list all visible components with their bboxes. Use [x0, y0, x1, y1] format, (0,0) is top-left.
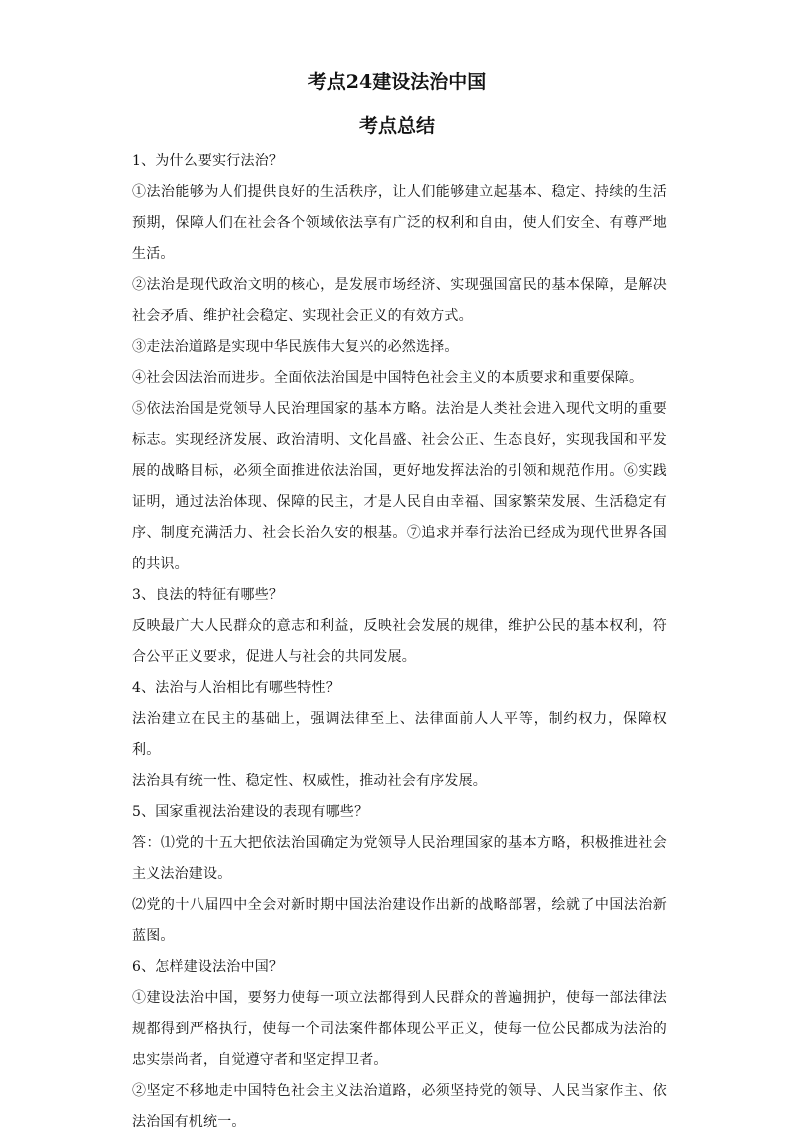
- answer-6-point-1: ①建设法治中国，要努力使每一项立法都得到人民群众的普遍拥护，使每一部法律法规都得到严格执行，使每一个司法案件都体现公平正义，使每一位公民都成为法治的忠实崇尚者，自觉遵守者和坚定捍卫者。: [132, 990, 667, 1068]
- answer-3: 反映最广大人民群众的意志和利益，反映社会发展的规律，维护公民的基本权利，符合公平正义要求，促进人与社会的共同发展。: [132, 618, 667, 665]
- question-4-heading: 4、法治与人治相比有哪些特性？: [132, 680, 340, 696]
- question-3-heading: 3、良法的特征有哪些？: [132, 587, 284, 603]
- document-body: [132, 146, 667, 1138]
- page-subtitle: 考点总结: [358, 115, 435, 137]
- answer-6-point-2: ②坚定不移地走中国特色社会主义法治道路，必须坚持党的领导、人民当家作主、依法治国有机统一。: [132, 1083, 667, 1130]
- question-1-heading: 1、为什么要实行法治？: [132, 153, 284, 169]
- answer-4-point-2: 法治具有统一性、稳定性、权威性，推动社会有序发展。: [132, 773, 487, 789]
- answer-1-point-4: ④社会因法治而进步。全面依法治国是中国特色社会主义的本质要求和重要保障。: [132, 370, 644, 386]
- page-title: 考点24建设法治中国: [307, 71, 487, 93]
- answer-1-point-1: ①法治能够为人们提供良好的生活秩序，让人们能够建立起基本、稳定、持续的生活预期，保障人们在社会各个领域依法享有广泛的权利和自由，使人们安全、有尊严地生活。: [132, 184, 667, 262]
- answer-1-point-5: ⑤依法治国是党领导人民治理国家的基本方略。法治是人类社会进入现代文明的重要标志。实现经济发展、政治清明、文化昌盛、社会公正、生态良好，实现我国和平发展的战略目标，必须全面推进依法治国，更好地发挥法治的引领和规范作用。⑥实践证明，通过法治体现、保障的民主，才是人民自由幸福、国家繁荣发展、生活稳定有序、制度充满活力、社会长治久安的根基。⑦追求并奉行法治已经成为现代世界各国的共识。: [132, 401, 667, 572]
- answer-1-point-2: ②法治是现代政治文明的核心，是发展市场经济、实现强国富民的基本保障，是解决社会矛盾、维护社会稳定、实现社会正义的有效方式。: [132, 277, 667, 324]
- question-6-heading: 6、怎样建设法治中国？: [132, 959, 284, 975]
- answer-4-point-1: 法治建立在民主的基础上，强调法律至上、法律面前人人平等，制约权力，保障权利。: [132, 711, 667, 758]
- answer-5-point-2: ⑵党的十八届四中全会对新时期中国法治建设作出新的战略部署，绘就了中国法治新蓝图。: [132, 897, 667, 944]
- question-5-heading: 5、国家重视法治建设的表现有哪些？: [132, 804, 369, 820]
- answer-5-point-1: 答：⑴党的十五大把依法治国确定为党领导人民治理国家的基本方略，积极推进社会主义法治建设。: [132, 835, 667, 882]
- answer-1-point-3: ③走法治道路是实现中华民族伟大复兴的必然选择。: [132, 339, 459, 355]
